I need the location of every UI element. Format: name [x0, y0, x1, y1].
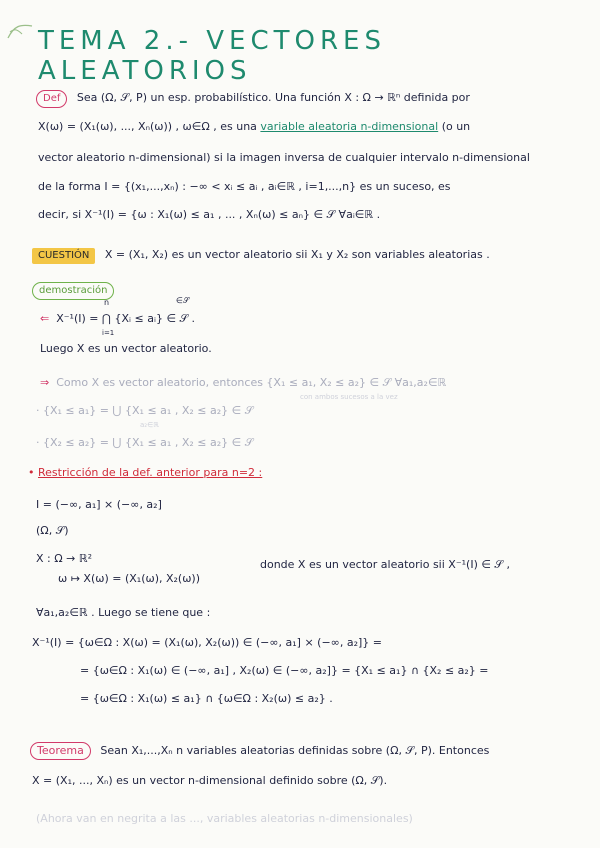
dem-line1-text: X⁻¹(I) = ⋂ {Xᵢ ≤ aᵢ} ∈ 𝒮 .	[56, 312, 196, 325]
def-tag: Def	[36, 90, 67, 108]
dem-line5: · {X₂ ≤ a₂} = ⋃ {X₁ ≤ a₁ , X₂ ≤ a₂} ∈ 𝒮	[36, 436, 254, 449]
dem-line1-sub: i=1	[102, 329, 115, 337]
dem-line1-top: n	[104, 298, 110, 307]
restriccion-heading: • Restricción de la def. anterior para n=2 :	[28, 466, 263, 479]
restriccion-luego: ∀a₁,a₂∈ℝ . Luego se tiene que :	[36, 606, 211, 619]
def-line-1: Sea (Ω, 𝒮, P) un esp. probabilístico. Una función X : Ω → ℝⁿ definida por	[76, 91, 470, 104]
flourish-decoration-icon	[6, 20, 36, 44]
def-line-4: de la forma I = {(x₁,...,xₙ) : −∞ < xᵢ ≤ aᵢ , aᵢ∈ℝ , i=1,...,n} es un suceso, es	[38, 180, 451, 193]
restriccion-side-note: donde X es un vector aleatorio sii X⁻¹(I) ∈ 𝒮 ,	[260, 558, 510, 571]
teorema-line-2: X = (X₁, ..., Xₙ) es un vector n-dimensional definido sobre (Ω, 𝒮).	[32, 774, 388, 787]
restriccion-eq1: X⁻¹(I) = {ω∈Ω : X(ω) = (X₁(ω), X₂(ω)) ∈ (−∞, a₁] × (−∞, a₂]} =	[32, 636, 382, 649]
restriccion-map: X : Ω → ℝ²	[36, 552, 92, 565]
definition-second-line	[38, 120, 470, 134]
dem-line1-sup: ∈𝒮	[176, 296, 190, 305]
definition-first-line	[36, 90, 470, 108]
dem-line2: Luego X es un vector aleatorio.	[40, 342, 212, 355]
demostracion-tag: demostración	[32, 282, 114, 300]
dem-line4-sub: a₂∈ℝ	[140, 421, 159, 429]
cuestion-line	[32, 248, 490, 264]
cuestion-tag: CUESTIÓN	[32, 248, 95, 264]
left-implication-arrow-icon: ⇐	[40, 312, 50, 325]
dem-line4: · {X₁ ≤ a₁} = ⋃ {X₁ ≤ a₁ , X₂ ≤ a₂} ∈ 𝒮	[36, 404, 254, 417]
dem-line3	[40, 376, 446, 390]
def-after-highlight: (o un	[441, 120, 471, 133]
def-line-2: X(ω) = (X₁(ω), ..., Xₙ(ω)) , ω∈Ω , es una	[38, 120, 257, 133]
cuestion-text: X = (X₁, X₂) es un vector aleatorio sii X₁ y X₂ son variables aleatorias .	[104, 248, 490, 261]
dem-line3-note: con ambos sucesos a la vez	[300, 393, 398, 401]
dem-line3-text: Como X es vector aleatorio, entonces {X₁ ≤ a₁, X₂ ≤ a₂} ∈ 𝒮 ∀a₁,a₂∈ℝ	[56, 376, 447, 389]
restriccion-map-rule: ω ↦ X(ω) = (X₁(ω), X₂(ω))	[58, 572, 201, 585]
restriccion-space: (Ω, 𝒮)	[36, 524, 69, 537]
restriccion-interval: I = (−∞, a₁] × (−∞, a₂]	[36, 498, 162, 511]
restriccion-eq3: = {ω∈Ω : X₁(ω) ≤ a₁} ∩ {ω∈Ω : X₂(ω) ≤ a₂} .	[80, 692, 333, 705]
teorema-tag: Teorema	[30, 742, 91, 760]
teorema-line-1	[30, 742, 489, 760]
teorema-ghost-line: (Ahora van en negrita a las ..., variables aleatorias n-dimensionales)	[36, 812, 413, 825]
page-title: TEMA 2.- VECTORES ALEATORIOS	[38, 26, 386, 86]
right-implication-arrow-icon: ⇒	[40, 376, 50, 389]
teorema-text-1: Sean X₁,...,Xₙ n variables aleatorias definidas sobre (Ω, 𝒮, P). Entonces	[100, 744, 490, 757]
def-line-3: vector aleatorio n-dimensional) si la imagen inversa de cualquier intervalo n-dimensional	[38, 151, 530, 164]
def-highlight-term: variable aleatoria n-dimensional	[260, 120, 439, 133]
restriccion-eq2: = {ω∈Ω : X₁(ω) ∈ (−∞, a₁] , X₂(ω) ∈ (−∞, a₂]} = {X₁ ≤ a₁} ∩ {X₂ ≤ a₂} =	[80, 664, 489, 677]
def-line-5: decir, si X⁻¹(I) = {ω : X₁(ω) ≤ a₁ , ... , Xₙ(ω) ≤ aₙ} ∈ 𝒮 ∀aᵢ∈ℝ .	[38, 208, 381, 221]
dem-line1	[40, 312, 195, 326]
